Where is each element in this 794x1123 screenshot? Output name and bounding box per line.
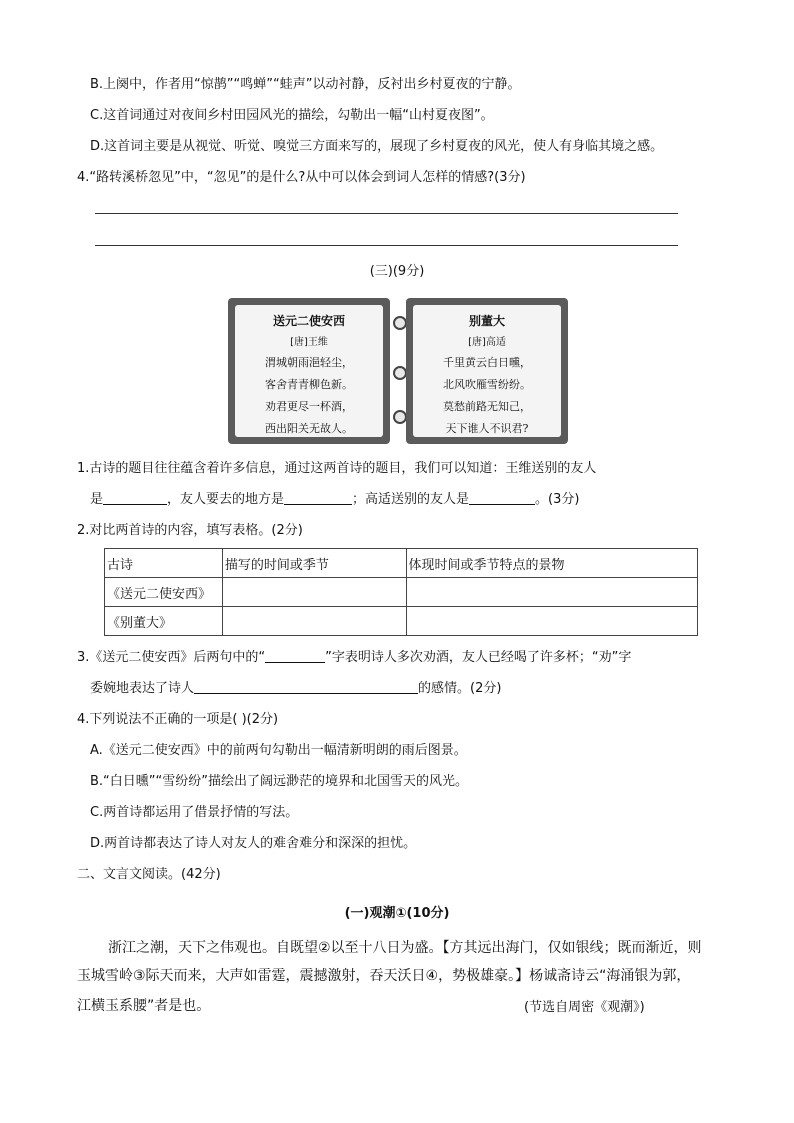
option-d: D.这首词主要是从视觉、听觉、嗅觉三方面来写的，展现了乡村夏夜的风光，使人有身临其境之感。 — [90, 139, 664, 154]
s3-question-1: 1.古诗的题目往往蕴含着许多信息，通过这两首诗的题目，我们可以知道：王维送别的友人 — [77, 461, 597, 476]
s3q4-option-c: C.两首诗都运用了借景抒情的写法。 — [90, 805, 299, 820]
binder-ring-icon — [393, 366, 407, 380]
poem-2-title: 别董大 — [468, 314, 505, 328]
blank-feeling[interactable] — [194, 679, 418, 694]
table-header: 描写的时间或季节 — [222, 549, 406, 578]
answer-line-1[interactable] — [95, 213, 678, 214]
s3q1-seg4: 。(3分) — [535, 492, 580, 507]
table-header-row — [105, 549, 698, 578]
blank-destination[interactable] — [284, 490, 352, 505]
passage-line-3: 江横玉系腰”者是也。 — [77, 998, 211, 1014]
blank-character[interactable] — [265, 648, 325, 663]
poem-2-line: 千里黄云白日曛， — [443, 356, 531, 369]
poem-1-line: 客舍青青柳色新。 — [265, 378, 353, 391]
poem-2-line: 莫愁前路无知己， — [443, 400, 531, 413]
passage-line-2: 玉城雪岭③际天而来，大声如雷霆，震撼激射，吞天沃日④，势极雄豪。】杨诚斋诗云“海涌银为郭， — [77, 968, 691, 984]
poem-2-author: [唐]高适 — [468, 337, 506, 348]
table-header: 古诗 — [105, 549, 223, 578]
binder-ring-icon — [393, 410, 407, 424]
answer-line-2[interactable] — [95, 245, 678, 246]
option-c: C.这首词通过对夜间乡村田园风光的描绘，勾勒出一幅“山村夏夜图”。 — [90, 108, 494, 123]
blank-friend[interactable] — [103, 490, 167, 505]
poem-1-line: 劝君更尽一杯酒， — [265, 400, 353, 413]
s3-question-3-line-1 — [77, 648, 631, 668]
table-answer-cell[interactable] — [222, 578, 406, 607]
option-b: B.上阕中，作者用“惊鹊”“鸣蝉”“蛙声”以动衬静，反衬出乡村夏夜的宁静。 — [90, 77, 521, 92]
s3-question-2: 2.对比两首诗的内容，填写表格。(2分) — [77, 523, 303, 538]
question-4: 4.“路转溪桥忽见”中，“忽见”的是什么?从中可以体会到词人怎样的情感?(3分) — [77, 170, 526, 185]
binder-ring-icon — [393, 316, 407, 330]
s3q3-text-c: 委婉地表达了诗人 — [90, 681, 195, 696]
poem-2-line: 天下谁人不识君? — [445, 422, 529, 435]
s3-question-4: 4.下列说法不正确的一项是( )(2分) — [77, 712, 279, 727]
blank-friend-2[interactable] — [469, 490, 535, 505]
poem-card-2 — [406, 298, 568, 444]
s3q3-text-b: ”字表明诗人多次劝酒，友人已经喝了许多杯；“劝”字 — [325, 650, 632, 665]
s3q1-seg1: 是 — [90, 492, 104, 507]
table-answer-cell[interactable] — [222, 607, 406, 636]
table-answer-cell[interactable] — [406, 578, 698, 607]
poem-2-line: 北风吹雁雪纷纷。 — [443, 378, 531, 391]
s3q4-option-b: B.“白日曛”“雪纷纷”描绘出了阔远渺茫的境界和北国雪天的风光。 — [90, 774, 468, 789]
s3-question-1-blanks — [90, 490, 579, 510]
s3q3-text-a: 3.《送元二使安西》后两句中的“ — [77, 650, 266, 665]
section-3-title: (三)(9分) — [369, 264, 425, 279]
poem-card-1 — [228, 298, 390, 444]
s3q4-option-d: D.两首诗都表达了诗人对友人的难舍难分和深深的担忧。 — [90, 836, 417, 851]
table-answer-cell[interactable] — [406, 607, 698, 636]
poem-1-title: 送元二使安西 — [272, 314, 345, 328]
passage-source: (节选自周密《观潮》) — [524, 1000, 645, 1015]
poem-cards — [228, 298, 568, 444]
s3q3-text-d: 的感情。(2分) — [418, 681, 502, 696]
table-row-label: 《送元二使安西》 — [105, 578, 223, 607]
s3q1-seg3: ；高适送别的友人是 — [352, 492, 470, 507]
s3-question-3-line-2 — [90, 679, 501, 699]
poem-1-line: 渭城朝雨浥轻尘， — [265, 356, 353, 369]
table-row — [105, 607, 698, 636]
s3q4-option-a: A.《送元二使安西》中的前两句勾勒出一幅清新明朗的雨后图景。 — [90, 743, 467, 758]
poem-1-author: [唐]王维 — [290, 337, 328, 348]
comparison-table — [104, 548, 698, 636]
s3q1-seg2: ，友人要去的地方是 — [167, 492, 285, 507]
table-header: 体现时间或季节特点的景物 — [406, 549, 698, 578]
passage-title: (一)观潮①(10分) — [344, 906, 450, 921]
part-2-heading: 二、文言文阅读。(42分) — [77, 867, 221, 882]
poem-1-line: 西出阳关无故人。 — [265, 422, 353, 435]
table-row — [105, 578, 698, 607]
table-row-label: 《别董大》 — [105, 607, 223, 636]
passage-line-1: 浙江之潮，天下之伟观也。自既望②以至十八日为盛。【方其远出海门，仅如银线；既而渐近，则 — [108, 940, 702, 956]
